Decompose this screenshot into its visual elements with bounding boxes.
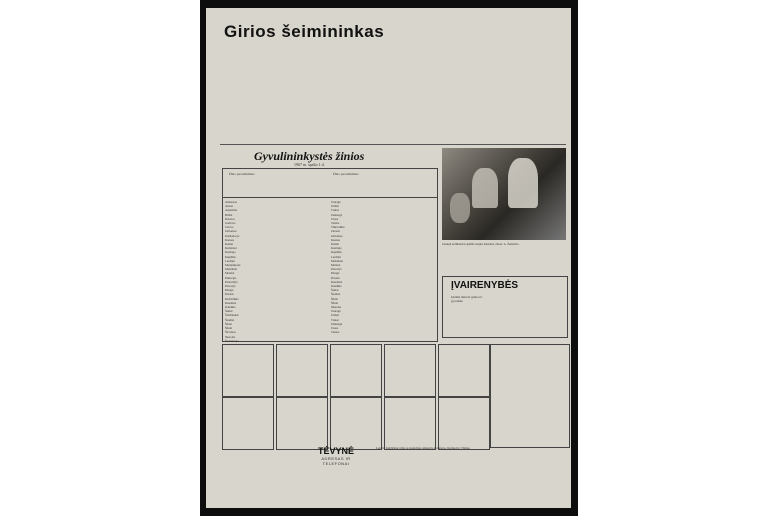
tevyne-subtitle: ADRESAS IR TELEFONAI bbox=[321, 456, 351, 466]
ivairenybes-title: ĮVAIRENYBĖS bbox=[451, 280, 519, 291]
ad-box bbox=[330, 344, 382, 398]
article-column bbox=[320, 44, 364, 140]
table-row: Šilalė bbox=[225, 321, 232, 326]
ad-box bbox=[330, 396, 382, 450]
section-title: Gyvulininkystės žinios bbox=[254, 149, 365, 163]
article-column bbox=[464, 22, 508, 140]
table-row: Varėna bbox=[331, 330, 340, 335]
table-row: Šiauliai bbox=[225, 317, 235, 322]
photo-figure bbox=[508, 158, 538, 208]
table-row: Kaunas bbox=[331, 237, 340, 242]
table-row: Šilalė bbox=[331, 296, 338, 301]
table-row: Kelmė bbox=[331, 242, 339, 247]
table-row: Telšiai bbox=[331, 204, 339, 209]
table-row: Šilutė bbox=[331, 300, 339, 305]
table-row: Prienai bbox=[331, 275, 340, 280]
headline: Girios šeimininkas bbox=[224, 22, 385, 41]
article-column bbox=[368, 44, 412, 140]
table-row: Pakruojis bbox=[225, 275, 237, 280]
table-row: Šiauliai bbox=[331, 292, 341, 297]
table-row: Jurbarkas bbox=[225, 229, 237, 234]
table-row: Švenčionys bbox=[225, 338, 239, 343]
article-column bbox=[272, 44, 316, 140]
table-row: Kelmė bbox=[225, 242, 233, 247]
table-row: Jurbarkas bbox=[331, 233, 343, 238]
table-row: Vilkaviškis bbox=[331, 225, 345, 230]
table-row: Zarasai bbox=[331, 229, 340, 234]
photo-figure bbox=[450, 193, 470, 223]
table-row: Tauragė bbox=[331, 200, 341, 204]
footer-note: Leidžia Kultūrinių ryšių su tautiečiais užsienyje komitetas. Redakcija: Vilnius. bbox=[376, 446, 471, 450]
table-row: Alanta bbox=[225, 204, 233, 209]
table-row: Pasvalys bbox=[225, 284, 236, 289]
photo-figure bbox=[472, 168, 498, 208]
table-row: Trakai bbox=[331, 208, 339, 213]
ad-box bbox=[384, 396, 436, 450]
table-row: Skuodas bbox=[331, 305, 342, 310]
column-header-right: Ūkio pavadinimas bbox=[333, 172, 359, 176]
table-row: Utena bbox=[331, 216, 339, 221]
table-row: Plungė bbox=[225, 288, 234, 293]
table-row: Aleksotas bbox=[225, 200, 237, 204]
table-row: Pasvalys bbox=[331, 267, 342, 272]
table-row: Marijampolė bbox=[225, 263, 241, 268]
table-row: Šalčininkai bbox=[225, 313, 239, 318]
article-column bbox=[416, 22, 460, 140]
table-row: Ukmergė bbox=[331, 212, 343, 217]
section-subtitle: 1967 m. spalio 1 d. bbox=[294, 162, 325, 167]
table-row: Biržai bbox=[225, 212, 233, 217]
table-row: Šilutė bbox=[225, 326, 233, 331]
table-header bbox=[223, 169, 437, 198]
table-row: Rokiškis bbox=[331, 284, 342, 289]
ivairenybes-subtitle: Įdomūs faktai iš gamtos ir gyvenimo bbox=[451, 295, 483, 303]
table-row: Lazdijai bbox=[331, 254, 341, 259]
table-row: Utena bbox=[331, 326, 339, 331]
column-header-left: Ūkio pavadinimas bbox=[229, 172, 255, 176]
table-row: Rokiškis bbox=[225, 305, 236, 310]
table-row: Molėtai bbox=[225, 271, 235, 276]
ad-box bbox=[222, 396, 274, 450]
table-row: Kaišiadorys bbox=[225, 233, 240, 238]
table-row: Kretinga bbox=[225, 250, 236, 255]
ad-box bbox=[384, 344, 436, 398]
table-row: Tauragė bbox=[331, 309, 341, 314]
table-row: Prienai bbox=[225, 292, 234, 297]
table-row: Radviliškis bbox=[225, 296, 239, 301]
table-row: Kupiškis bbox=[225, 254, 236, 259]
table-row: Trakai bbox=[331, 317, 339, 322]
table-row: Telšiai bbox=[331, 313, 339, 318]
table-row: Garliava bbox=[225, 221, 236, 226]
table-row: Kretinga bbox=[331, 246, 342, 251]
table-row: Dusetos bbox=[225, 216, 235, 221]
table-rows-left bbox=[225, 200, 327, 343]
ad-box bbox=[276, 344, 328, 398]
ad-box bbox=[490, 344, 570, 448]
table-row: Šakiai bbox=[331, 288, 339, 293]
ad-box bbox=[276, 396, 328, 450]
table-row: Panevėžys bbox=[225, 279, 238, 284]
livestock-table bbox=[222, 168, 438, 342]
photo bbox=[442, 148, 566, 240]
photo-caption: Jaunieji kolūkiečiai apžiūri naujus žurnalus. Nuotr. A. Žemaičio. bbox=[442, 242, 520, 246]
table-row: Mažeikiai bbox=[331, 258, 343, 263]
table-row: Mažeikiai bbox=[225, 267, 237, 272]
tevyne-title: TĖVYNĖ bbox=[317, 446, 354, 456]
article-column bbox=[512, 22, 564, 140]
table-row: Plungė bbox=[331, 271, 340, 276]
table-row: Lazdijai bbox=[225, 258, 235, 263]
table-row: Molėtai bbox=[331, 263, 341, 268]
table-rows-right bbox=[331, 200, 435, 339]
table-row: Kėdainiai bbox=[225, 246, 237, 251]
table-row: Jonava bbox=[225, 225, 234, 230]
article-column bbox=[224, 44, 268, 140]
table-row: Anykščiai bbox=[225, 208, 238, 213]
ad-box bbox=[438, 344, 490, 398]
table-row: Raseiniai bbox=[225, 300, 237, 305]
ad-box bbox=[222, 344, 274, 398]
table-row: Širvintos bbox=[225, 330, 236, 335]
table-row: Skuodas bbox=[225, 334, 236, 339]
table-row: Šakiai bbox=[225, 309, 233, 314]
ivairenybes-box bbox=[442, 276, 568, 338]
ad-box bbox=[438, 396, 490, 450]
table-row: Kupiškis bbox=[331, 250, 342, 255]
table-row: Kaunas bbox=[225, 237, 234, 242]
table-row: Varėna bbox=[331, 221, 340, 226]
section-divider bbox=[220, 144, 566, 145]
table-row: Ukmergė bbox=[331, 321, 343, 326]
tevyne-block bbox=[316, 446, 356, 466]
table-row: Raseiniai bbox=[331, 279, 343, 284]
newspaper-page bbox=[206, 8, 571, 508]
